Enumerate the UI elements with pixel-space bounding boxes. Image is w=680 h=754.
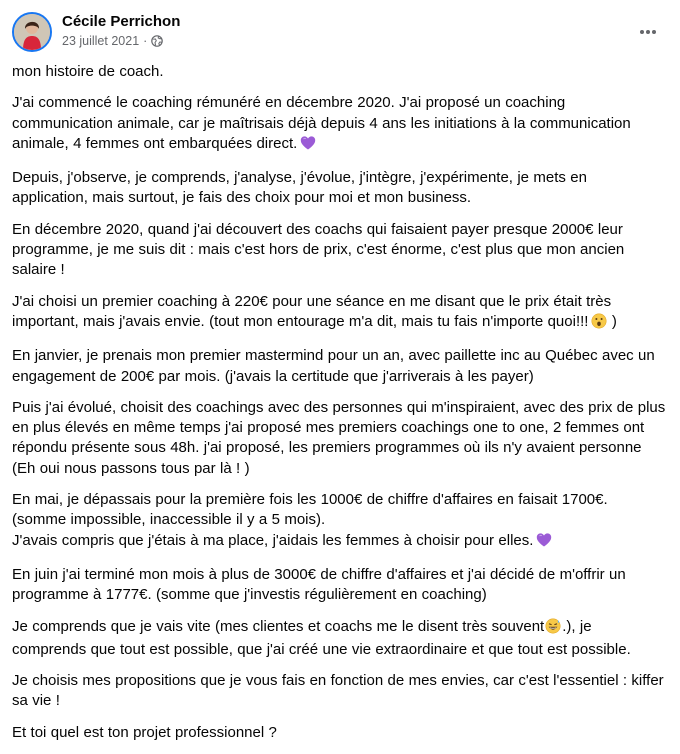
post-text (12, 62, 666, 754)
author-name[interactable]: Cécile Perrichon (62, 13, 181, 30)
post-meta (62, 33, 163, 49)
paragraph-text: En juin j'ai terminé mon mois à plus de 3000€ de chiffre d'affaires et j'ai décidé de m'offrir un programme à 1777€. (somme que j'investis régulièrement en coaching) (12, 565, 626, 604)
avatar-photo (14, 14, 50, 50)
post-paragraph (12, 346, 666, 387)
more-horizontal-icon (638, 22, 658, 42)
post-header (0, 0, 680, 62)
paragraph-text: En janvier, je prenais mon premier mastermind pour un an, avec paillette inc au Québec avec un engagement de 200€ par mois. (j'avais la certitude que j'arriverais à les payer) (12, 347, 655, 385)
post-paragraph (12, 93, 666, 157)
paragraph-text: .), je comprends que tout est possible, que j'ai créé une vie extraordinaire et que tout est possible. (12, 617, 631, 658)
post-paragraph (12, 168, 666, 209)
post-paragraph (12, 292, 666, 336)
post-paragraph (12, 617, 666, 661)
post-date[interactable]: 23 juillet 2021 (62, 34, 140, 48)
avatar[interactable] (12, 12, 52, 52)
purple-heart-emoji (300, 135, 316, 157)
post-paragraph (12, 398, 666, 479)
paragraph-text: Depuis, j'observe, je comprends, j'analyse, j'évolue, j'intègre, j'expérimente, je mets en application, mais surtout, je fais des choix pour moi et mon business. (12, 169, 587, 207)
paragraph-text: Et toi quel est ton projet professionnel ? (12, 723, 277, 741)
paragraph-text: J'ai choisi un premier coaching à 220€ pour une séance en me disant que le prix était très important, mais j'avais envie. (tout mon entourage m'a dit, mais tu fais n'importe quoi!!! (12, 292, 612, 330)
post-paragraph (12, 671, 666, 712)
grinning-sweat-face-emoji (545, 618, 561, 640)
post-paragraph (12, 490, 666, 531)
paragraph-text: Je comprends que je vais vite (mes clientes et coachs me le disent très souvent (12, 617, 545, 635)
post-paragraph (12, 565, 666, 606)
paragraph-text: En décembre 2020, quand j'ai découvert des coachs qui faisaient payer presque 2000€ leur programme, je me suis dit : mais c'est hors de prix, c'est énorme, c'est plus que mon ancien salaire ! (12, 220, 625, 279)
paragraph-text: En mai, je dépassais pour la première fois les 1000€ de chiffre d'affaires en faisait 1700€. (somme impossible, inaccessible il y a 5 mois). (12, 491, 608, 529)
more-options-button[interactable] (630, 14, 666, 50)
post-paragraph (12, 62, 666, 82)
paragraph-text: Je choisis mes propositions que je vous fais en fonction de mes envies, car c'est l'essentiel : kiffer sa vie ! (12, 672, 664, 710)
meta-separator: · (143, 34, 148, 48)
paragraph-text: J'avais compris que j'étais à ma place, j'aidais les femmes à choisir pour elles. (12, 531, 534, 549)
closing-paren: ) (607, 312, 617, 330)
surprised-face-emoji (591, 313, 607, 335)
paragraph-text: Puis j'ai évolué, choisit des coachings avec des personnes qui m'inspiraient, avec des prix de plus en plus élevés en même temps j'ai proposé mes premiers coachings one to one, 2 femmes ont répondu présente sous 48h. j'ai proposé, les premiers programmes où ils n'y avaient personne (Eh oui nous passons tous par là ! ) (12, 398, 666, 477)
post-paragraph (12, 220, 666, 281)
post-paragraph (12, 723, 666, 743)
globe-icon (151, 35, 163, 47)
paragraph-text: mon histoire de coach. (12, 63, 164, 80)
purple-heart-emoji (536, 532, 552, 554)
paragraph-text: J'ai commencé le coaching rémunéré en décembre 2020. J'ai proposé un coaching communication animale, car je maîtrisais déjà depuis 4 ans les initiations à la communication animale, 4 femmes ont embarquées direct. (12, 94, 631, 152)
post-paragraph (12, 531, 666, 554)
